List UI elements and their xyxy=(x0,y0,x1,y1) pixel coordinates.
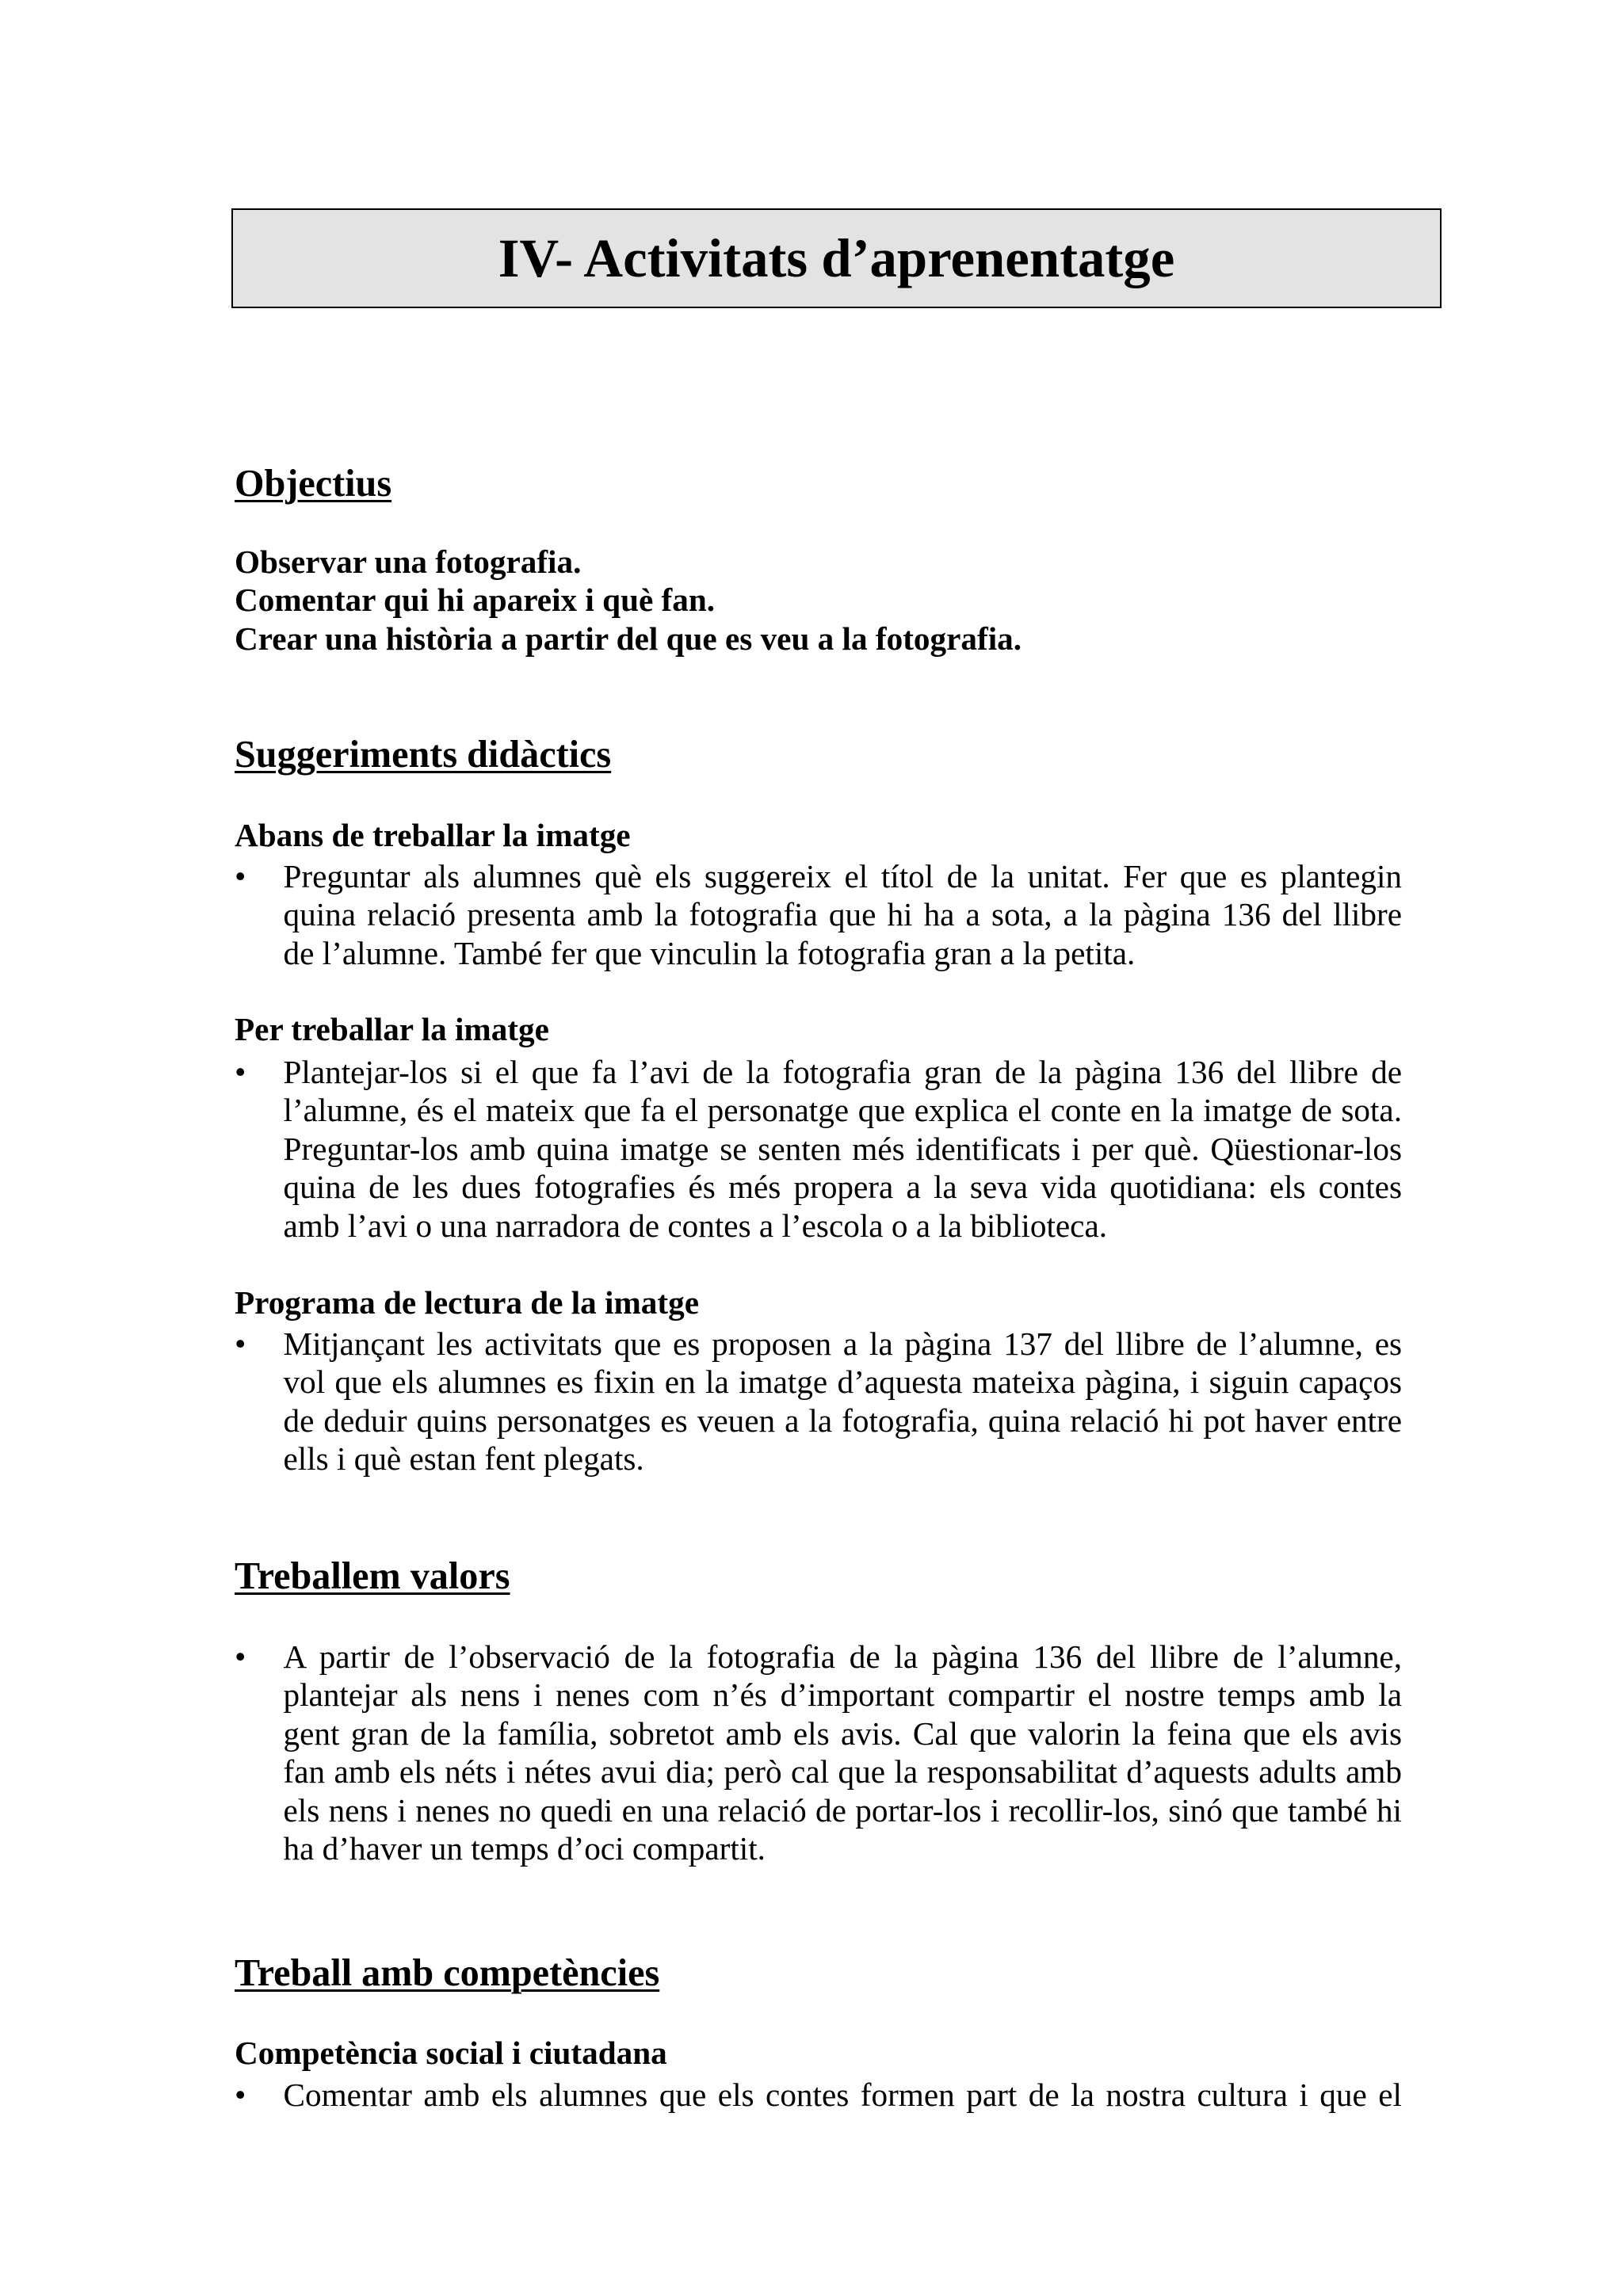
text-line: Plantejar-los si el que fa l’avi de la fotografia gran de la pàgina 136 del llibre de xyxy=(283,1054,1402,1090)
bullet-glyph: • xyxy=(235,1638,246,1675)
text-line: vol que els alumnes es fixin en la imatge d’aquesta mateixa pàgina, i siguin capaços xyxy=(283,1363,1402,1401)
bullet-glyph: • xyxy=(235,1325,246,1362)
bullet-text xyxy=(284,1638,1403,1867)
text-line: ha d’haver un temps d’oci compartit. xyxy=(283,1830,766,1867)
title-box xyxy=(231,208,1442,308)
bullet-item xyxy=(235,2076,1402,2114)
section-heading-suggeriments: Suggeriments didàctics xyxy=(235,734,612,776)
subheading-programa-lectura: Programa de lectura de la imatge xyxy=(235,1284,699,1321)
text-line: els nens i nenes no quedi en una relació de portar-los i recollir-los, sinó que també hi xyxy=(283,1791,1402,1829)
objective-item: Crear una història a partir del que es veu a la fotografia. xyxy=(235,620,1022,657)
bullet-text xyxy=(284,1325,1403,1478)
text-line: amb l’avi o una narradora de contes a l’escola o a la biblioteca. xyxy=(283,1207,1108,1244)
text-line: quina relació presenta amb la fotografia que hi ha a sota, a la pàgina 136 del llibre xyxy=(283,896,1402,933)
bullet-glyph: • xyxy=(235,1054,246,1090)
bullet-text xyxy=(284,857,1403,972)
bullet-text xyxy=(284,2076,1403,2114)
text-line: gent gran de la família, sobretot amb els avis. Cal que valorin la feina que els avis xyxy=(283,1714,1402,1752)
bullet-item xyxy=(235,857,1402,972)
text-line: A partir de l’observació de la fotografia de la pàgina 136 del llibre de l’alumne, xyxy=(283,1638,1402,1675)
bullet-glyph: • xyxy=(235,858,246,894)
subheading-abans: Abans de treballar la imatge xyxy=(235,817,631,853)
objective-item: Observar una fotografia. xyxy=(235,543,582,580)
bullet-glyph: • xyxy=(235,2077,246,2113)
subheading-per-treballar: Per treballar la imatge xyxy=(235,1011,549,1047)
text-line: quina de les dues fotografies és més propera a la seva vida quotidiana: els contes xyxy=(283,1169,1402,1206)
section-heading-valors: Treballem valors xyxy=(235,1555,510,1597)
bullet-item xyxy=(235,1053,1402,1245)
text-line: de l’alumne. També fer que vinculin la fotografia gran a la petita. xyxy=(283,934,1136,971)
text-line: Preguntar-los amb quina imatge se senten més identificats i per què. Qüestionar-los xyxy=(283,1130,1402,1167)
objectives-list xyxy=(235,543,1022,658)
text-line: Mitjançant les activitats que es proposen a la pàgina 137 del llibre de l’alumne, es xyxy=(283,1325,1402,1362)
objective-item: Comentar qui hi apareix i què fan. xyxy=(235,582,716,619)
text-line: Preguntar als alumnes què els suggereix el títol de la unitat. Fer que es plantegin xyxy=(283,858,1402,894)
text-line: Comentar amb els alumnes que els contes formen part de la nostra cultura i que el xyxy=(283,2077,1402,2113)
bullet-text xyxy=(284,1053,1403,1245)
bullet-item xyxy=(235,1638,1402,1867)
text-line: l’alumne, és el mateix que fa el personatge que explica el conte en la imatge de sota. xyxy=(283,1092,1402,1129)
text-line: plantejar als nens i nenes com n’és d’important compartir el nostre temps amb la xyxy=(283,1676,1402,1714)
text-line: fan amb els néts i nétes avui dia; però cal que la responsabilitat d’aquests adults amb xyxy=(283,1753,1402,1791)
subheading-competencia-social: Competència social i ciutadana xyxy=(235,2035,667,2071)
page-title: IV- Activitats d’aprenentatge xyxy=(498,227,1175,288)
text-line: de deduir quins personatges es veuen a la fotografia, quina relació hi pot haver entre xyxy=(283,1402,1402,1439)
text-line: ells i què estan fent plegats. xyxy=(283,1440,644,1478)
bullet-item xyxy=(235,1325,1402,1478)
section-heading-competencies: Treball amb competències xyxy=(235,1952,660,1994)
section-heading-objectius: Objectius xyxy=(235,463,392,505)
